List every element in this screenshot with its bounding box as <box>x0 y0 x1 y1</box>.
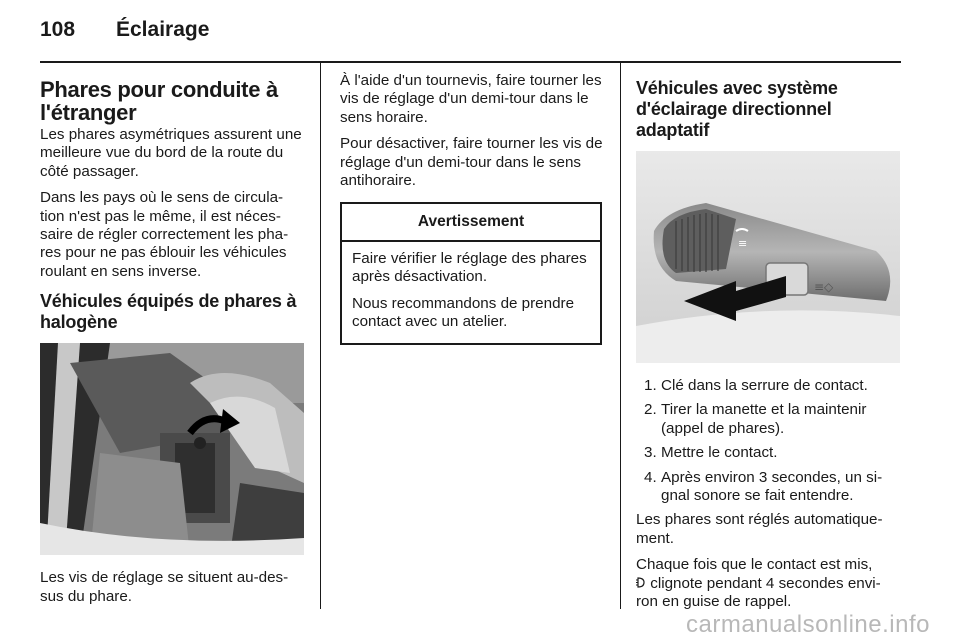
paragraph: Pour désactiver, faire tourner les vis de réglage d'un demi-tour dans le sens antihoraire. <box>340 135 603 190</box>
list-item: 3. Mettre le contact. <box>644 444 778 462</box>
paragraph: Les phares asymétriques assurent une meilleure vue du bord de la route du côté passager. <box>40 126 302 180</box>
section-heading-foreign-driving: Phares pour conduite à l'étranger <box>40 77 278 125</box>
list-item: 4. Après environ 3 secondes, un si-gnal sonore se fait entendre. <box>644 468 883 505</box>
steps-list <box>636 377 902 505</box>
paragraph: Les phares sont réglés automatique-ment. <box>636 511 883 547</box>
caption: Les vis de réglage se situent au-des-sus du phare. <box>40 569 289 605</box>
header-rule <box>40 61 901 63</box>
svg-text:≡: ≡ <box>738 237 748 250</box>
middle-column <box>340 72 604 345</box>
column-divider-2 <box>620 63 621 609</box>
left-column <box>40 72 304 614</box>
warning-body <box>342 242 600 344</box>
list-item: 1. Clé dans la serrure de contact. <box>644 377 868 394</box>
list-item: 2. Tirer la manette et la maintenir (appel de phares). <box>644 401 867 437</box>
page-title: Éclairage <box>116 18 210 41</box>
watermark: carmanualsonline.info <box>686 611 930 638</box>
warning-box <box>340 202 602 345</box>
page-number: 108 <box>40 18 76 41</box>
headlamp-indicator-icon <box>636 576 646 589</box>
warning-text: Faire vérifier le réglage des phares après désactivation. <box>352 249 587 286</box>
warning-text: Nous recommandons de prendre contact avec un atelier. <box>352 294 575 331</box>
light-stalk-illustration <box>636 151 900 363</box>
paragraph: Dans les pays où le sens de circula-tion n'est pas le même, il est néces-saire de régler correctement les pha-res pour ne pas éblouir les véhicules roulant en sens inverse. <box>40 189 289 280</box>
svg-text:≡◇: ≡◇ <box>814 280 834 294</box>
paragraph-reminder: Chaque fois que le contact est mis, clignote pendant 4 secondes envi-ron en guise de rappel. <box>636 556 881 611</box>
warning-title: Avertissement <box>342 204 600 241</box>
light-stalk-photo <box>636 151 900 363</box>
subheading-adaptive-lighting: Véhicules avec système d'éclairage directionnel adaptatif <box>636 78 838 140</box>
paragraph: À l'aide d'un tournevis, faire tourner les vis de réglage d'un demi-tour dans le sens horaire. <box>340 72 602 126</box>
right-column <box>636 72 902 619</box>
headlamp-adjustment-illustration <box>40 343 304 555</box>
subheading-halogen: Véhicules équipés de phares à halogène <box>40 291 297 333</box>
headlamp-engine-photo <box>40 343 304 555</box>
column-divider-1 <box>320 63 321 609</box>
